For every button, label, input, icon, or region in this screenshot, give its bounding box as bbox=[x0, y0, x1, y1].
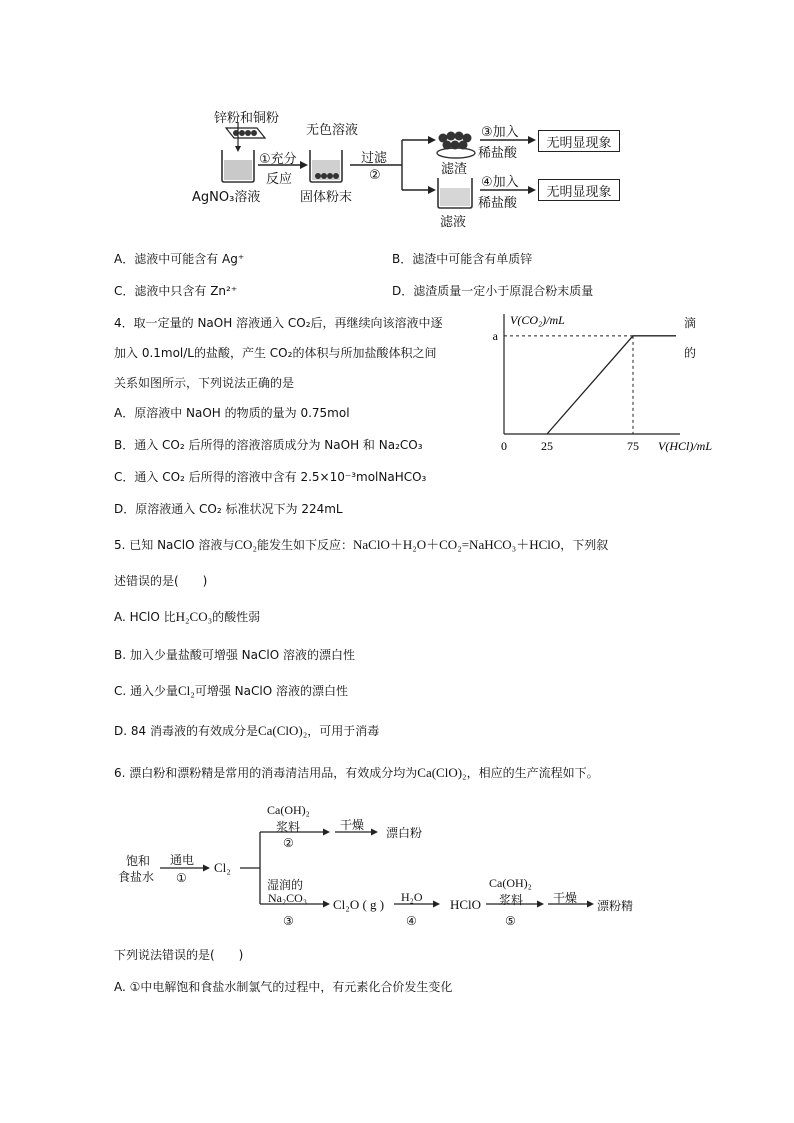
step2-top: 过滤 bbox=[361, 151, 388, 166]
flow-dry1: 干燥 bbox=[340, 818, 365, 832]
q4-stem-line1-end: 滴 bbox=[684, 316, 697, 330]
reagent-label: 锌粉和铜粉 bbox=[214, 111, 280, 126]
q4-option-c: C．通入 CO₂ 后所得的溶液中含有 2.5×10⁻³molNaHCO₃ bbox=[114, 470, 427, 484]
flow-up-num: ② bbox=[283, 836, 294, 850]
q5-option-c bbox=[114, 682, 348, 699]
q5-option-b: B. 加入少量盐酸可增强 NaClO 溶液的漂白性 bbox=[114, 648, 355, 662]
q5-option-c-text: C. 通入少量 bbox=[114, 684, 179, 698]
q4-stem-line3: 关系如图所示，下列说法正确的是 bbox=[114, 376, 295, 390]
y-axis-label: V(CO₂)/mL bbox=[510, 313, 565, 327]
q3-option-b: B．滤渣中可能含有单质锌 bbox=[392, 252, 533, 266]
q5-option-a-text: A. HClO 比 bbox=[114, 610, 176, 624]
q4-stem-line2-end: 的 bbox=[684, 346, 697, 360]
q3-option-c: C．滤液中只含有 Zn²⁺ bbox=[114, 284, 238, 298]
q5-stem-line1 bbox=[114, 534, 608, 553]
q3-option-d: D．滤渣质量一定小于原混合粉末质量 bbox=[392, 284, 594, 298]
flow-s5-num: ⑤ bbox=[505, 914, 516, 928]
q6-question: 下列说法错误的是( ) bbox=[114, 948, 244, 962]
flow-product2: 漂粉精 bbox=[597, 899, 634, 913]
q4-stem-line2: 加入 0.1mol/L的盐酸，产生 CO₂的体积与所加盐酸体积之间 bbox=[114, 346, 437, 360]
step4-top: ④加入 bbox=[481, 175, 519, 190]
flow-up-top: Ca(OH)₂ bbox=[267, 803, 310, 817]
q4-option-d: D．原溶液通入 CO₂ 标准状况下为 224mL bbox=[114, 502, 343, 516]
q3-diagram-graphics bbox=[0, 0, 794, 240]
q5-stem-b: 能发生如下反应： bbox=[256, 538, 353, 552]
q5-option-d bbox=[114, 722, 379, 739]
residue-label: 滤渣 bbox=[441, 162, 468, 177]
q6-stem-a: 6. 漂白粉和漂粉精是常用的消毒清洁用品，有效成分均为 bbox=[114, 766, 418, 780]
flow-s4: ④ bbox=[406, 914, 417, 928]
x-axis-label: V(HCl)/mL bbox=[658, 439, 712, 453]
flow-s1-top: 通电 bbox=[170, 853, 195, 867]
flow-cl2: Cl₂ bbox=[214, 860, 231, 875]
flow-start-bottom: 食盐水 bbox=[118, 870, 155, 884]
flow-up-mid: 浆料 bbox=[276, 820, 301, 834]
q4-chart bbox=[486, 306, 712, 456]
q5-stem-line2: 述错误的是( ) bbox=[114, 574, 208, 588]
beaker2-top: 无色溶液 bbox=[306, 123, 359, 138]
beaker2-bottom: 固体粉末 bbox=[300, 190, 353, 205]
flow-dry2: 干燥 bbox=[553, 891, 578, 905]
q5-option-d-formula: Ca(ClO)₂ bbox=[257, 723, 308, 738]
q4-stem-line1: 4．取一定量的 NaOH 溶液通入 CO₂后，再继续向该溶液中逐 bbox=[114, 316, 443, 330]
q4-option-a: A．原溶液中 NaOH 的物质的量为 0.75mol bbox=[114, 406, 350, 420]
q6-stem-b: ，相应的生产流程如下。 bbox=[466, 766, 599, 780]
flow-cl2o: Cl₂O ( g ) bbox=[333, 897, 385, 912]
flow-h2o: H₂O bbox=[401, 890, 423, 904]
q5-option-d-text: D. 84 消毒液的有效成分是 bbox=[114, 724, 258, 738]
step4-bottom: 稀盐酸 bbox=[478, 196, 518, 211]
step1-bottom: 反应 bbox=[266, 172, 293, 187]
flow-s1-bottom: ① bbox=[176, 871, 187, 885]
flow-s5-top: Ca(OH)₂ bbox=[489, 876, 532, 890]
q5-option-c-formula: Cl₂ bbox=[178, 683, 195, 698]
flow-start-top: 饱和 bbox=[126, 854, 151, 868]
result-box-bottom: 无明显现象 bbox=[538, 179, 620, 201]
x-tick-label: 25 bbox=[541, 439, 553, 453]
origin-label: 0 bbox=[501, 439, 507, 453]
step3-bottom: 稀盐酸 bbox=[478, 146, 518, 161]
step3-top: ③加入 bbox=[481, 125, 519, 140]
filtrate-label: 滤液 bbox=[440, 215, 467, 230]
q5-option-d-tail: ，可用于消毒 bbox=[307, 724, 380, 738]
flow-low-num: ③ bbox=[283, 914, 294, 928]
q5-equation: NaClO＋H₂O＋CO₂=NaHCO₃＋HClO bbox=[353, 537, 561, 552]
y-tick-label: a bbox=[492, 328, 498, 343]
beaker1-label: AgNO₃溶液 bbox=[192, 190, 261, 205]
q5-option-a-tail: 的酸性弱 bbox=[212, 610, 261, 624]
step2-bottom: ② bbox=[369, 168, 381, 183]
q3-option-a: A．滤液中可能含有 Ag⁺ bbox=[114, 252, 245, 266]
q5-formula-co2: CO₂ bbox=[234, 537, 257, 552]
q4-option-b: B．通入 CO₂ 后所得的溶液溶质成分为 NaOH 和 Na₂CO₃ bbox=[114, 438, 423, 452]
series-line bbox=[547, 336, 676, 434]
flow-product1: 漂白粉 bbox=[386, 826, 423, 840]
x-tick-label: 75 bbox=[627, 439, 639, 453]
q6-option-a: A. ①中电解饱和食盐水制氯气的过程中，有元素化合价发生变化 bbox=[114, 980, 453, 994]
q5-option-a-formula: H₂CO₃ bbox=[175, 609, 213, 624]
q6-stem-formula: Ca(ClO)₂ bbox=[417, 765, 467, 780]
flow-low-top: 湿润的 bbox=[267, 878, 304, 892]
result-box-top: 无明显现象 bbox=[538, 130, 620, 152]
flow-hclo: HClO bbox=[450, 897, 482, 912]
q5-option-c-tail: 可增强 NaClO 溶液的漂白性 bbox=[194, 684, 348, 698]
step1-top: ①充分 bbox=[259, 152, 297, 167]
flow-s5-mid: 浆料 bbox=[499, 893, 524, 907]
flow-low-mid: Na₂CO₃ bbox=[268, 891, 308, 905]
q5-stem-c: ，下列叙 bbox=[560, 538, 609, 552]
q6-flow-graphics bbox=[0, 780, 794, 930]
q6-stem bbox=[114, 764, 599, 781]
q5-stem-a: 5. 已知 NaClO 溶液与 bbox=[114, 538, 235, 552]
q5-option-a bbox=[114, 608, 260, 625]
